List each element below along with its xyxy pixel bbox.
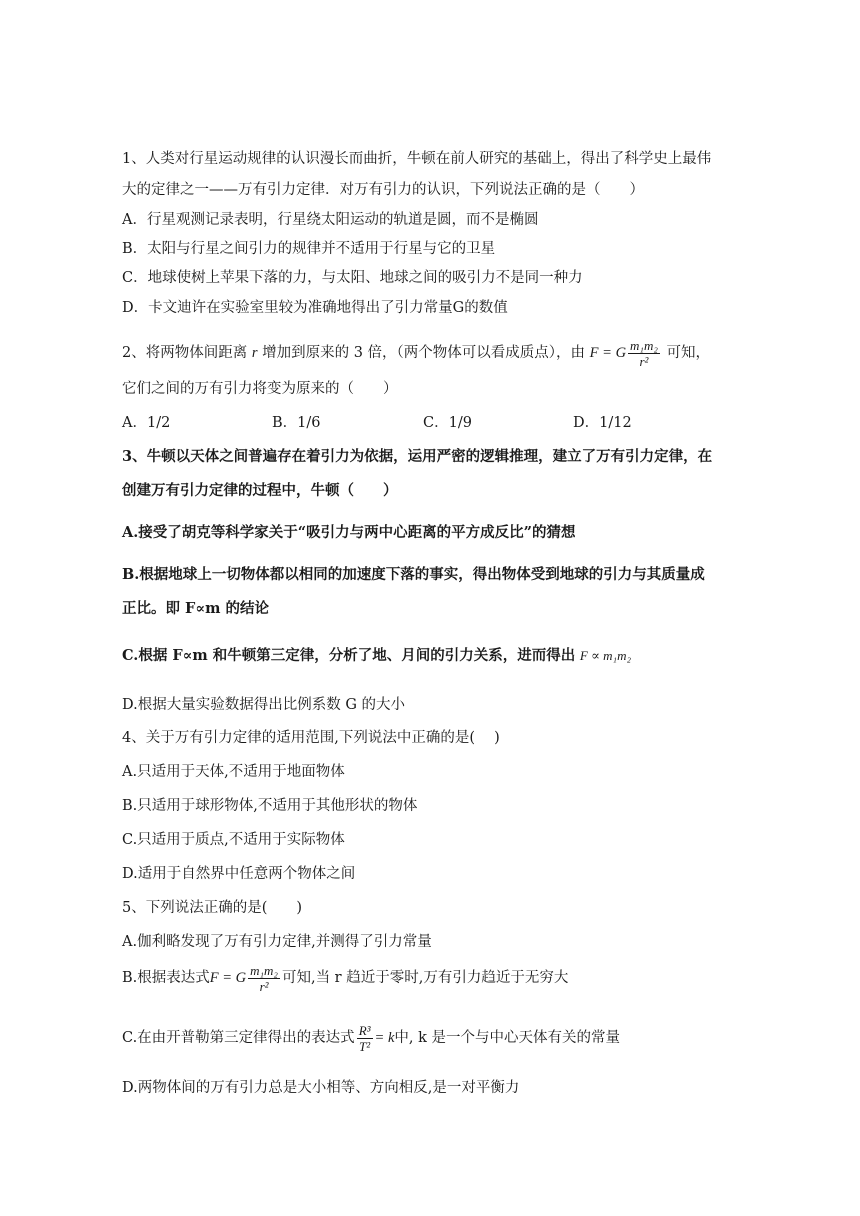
q5-option-b-numerator: m₁m₂: [250, 962, 278, 978]
q2-formula-numerator: m₁m₂: [630, 337, 658, 353]
q5-stem: 5、下列说法正确的是( ): [122, 900, 303, 916]
q5-option-a: A.伽利略发现了万有引力定律,并测得了引力常量: [122, 934, 432, 950]
q3-option-c-formula: F ∝ m₁m₂: [579, 648, 631, 663]
q5-option-c-post: 中, k 是一个与中心天体有关的常量: [394, 1030, 621, 1046]
q2-option-c: C．1/9: [423, 415, 472, 431]
q2-option-a: A．1/2: [122, 415, 171, 431]
q3-option-b-line1: B.根据地球上一切物体都以相同的加速度下落的事实，得出物体受到地球的引力与其质量成: [122, 566, 705, 583]
q2-stem-line2: 它们之间的万有引力将变为原来的（ ）: [122, 381, 398, 397]
q3-option-c-text: C.根据 F∝m 和牛顿第三定律，分析了地、月间的引力关系，进而得出: [122, 647, 576, 664]
q4-option-a: A.只适用于天体,不适用于地面物体: [122, 764, 345, 780]
q5-option-c-fraction: [357, 1023, 373, 1054]
q1-option-d: D．卡文迪许在实验室里较为准确地得出了引力常量G的数值: [122, 300, 508, 316]
q5-option-c-numerator: R³: [358, 1022, 371, 1038]
q3-option-b-line2: 正比。即 F∝m 的结论: [122, 600, 269, 617]
q3-option-d: D.根据大量实验数据得出比例系数 G 的大小: [122, 697, 406, 713]
q5-option-b-pre: B.根据表达式: [122, 970, 210, 986]
q4-option-c: C.只适用于质点,不适用于实际物体: [122, 832, 345, 848]
q2-stem-pre: 2、将两物体间距离: [122, 345, 252, 361]
q5-option-b-post: 可知,当 r 趋近于零时,万有引力趋近于无穷大: [281, 970, 569, 986]
q2-options-row: [122, 413, 742, 433]
q5-option-c-equals-k: = k: [374, 1030, 395, 1046]
q2-stem-mid: 增加到原来的 3 倍，（两个物体可以看成质点），由: [257, 345, 590, 361]
q1-option-a: A．行星观测记录表明，行星绕太阳运动的轨道是圆，而不是椭圆: [122, 212, 539, 228]
q3-stem-line1: 3、牛顿以天体之间普遍存在着引力为依据，运用严密的逻辑推理，建立了万有引力定律，在: [122, 448, 713, 465]
q3-option-c: [122, 646, 631, 666]
q2-formula-fraction: [628, 338, 660, 369]
q4-stem: 4、关于万有引力定律的适用范围,下列说法中正确的是( ): [122, 730, 500, 746]
q5-option-b-fraction: [248, 963, 280, 994]
q5-option-b-formula-lhs: F = G: [209, 970, 247, 986]
q1-stem-line1: 1、人类对行星运动规律的认识漫长而曲折，牛顿在前人研究的基础上，得出了科学史上最伟: [122, 151, 712, 167]
q4-option-b: B.只适用于球形物体,不适用于其他形状的物体: [122, 798, 418, 814]
q3-option-a: A.接受了胡克等科学家关于“吸引力与两中心距离的平方成反比”的猜想: [122, 524, 576, 541]
q2-formula-lhs: F = G: [589, 345, 627, 361]
q3-stem-line2: 创建万有引力定律的过程中，牛顿（ ）: [122, 482, 398, 499]
q5-option-b: [122, 960, 568, 996]
q1-option-c: C．地球使树上苹果下落的力，与太阳、地球之间的吸引力不是同一种力: [122, 270, 583, 286]
q2-variable-r: r: [251, 345, 258, 361]
q2-formula-denominator: r²: [639, 353, 649, 369]
q4-option-d: D.适用于自然界中任意两个物体之间: [122, 866, 356, 882]
q5-option-d: D.两物体间的万有引力总是大小相等、方向相反,是一对平衡力: [122, 1080, 520, 1096]
q2-option-b: B．1/6: [272, 415, 321, 431]
q1-option-b: B．太阳与行星之间引力的规律并不适用于行星与它的卫星: [122, 241, 496, 257]
q5-option-c-pre: C.在由开普勒第三定律得出的表达式: [122, 1030, 355, 1046]
q2-stem-post: 可知，: [661, 345, 710, 361]
q2-stem-line1: [122, 335, 710, 371]
q5-option-c: [122, 1018, 620, 1058]
q1-stem-line2: 大的定律之一——万有引力定律．对万有引力的认识，下列说法正确的是（ ）: [122, 182, 644, 198]
q2-option-d: D．1/12: [573, 415, 632, 431]
q5-option-c-denominator: T²: [359, 1038, 371, 1054]
q5-option-b-denominator: r²: [259, 978, 269, 994]
